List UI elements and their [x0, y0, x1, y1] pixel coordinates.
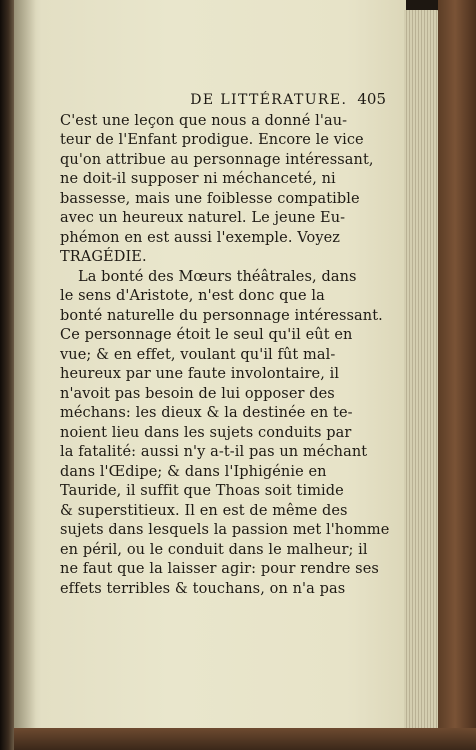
text-line: effets terribles & touchans, on n'a pas [60, 580, 346, 597]
page-number: 405 [357, 90, 386, 108]
running-header [60, 90, 390, 111]
text-line: La bonté des Mœurs théâtrales, dans [78, 268, 357, 285]
book-cover-bottom [14, 728, 476, 750]
text-line: le sens d'Aristote, n'est donc que la [60, 288, 325, 304]
text-line: Ce personnage étoit le seul qu'il eût en [60, 327, 353, 343]
text-line: méchans: les dieux & la destinée en te- [60, 405, 353, 421]
text-line: n'avoit pas besoin de lui opposer des [60, 385, 335, 402]
book-cover-right [438, 0, 476, 750]
book-spine-left [0, 0, 14, 750]
text-line: bassesse, mais une foiblesse compatible [60, 190, 360, 207]
text-line: heureux par une faute involontaire, il [60, 366, 340, 382]
header-title: DE LITTÉRATURE. [190, 92, 348, 108]
gutter-shadow [14, 0, 36, 750]
text-line: ne faut que la laisser agir: pour rendre ses [60, 561, 379, 577]
text-line: sujets dans lesquels la passion met l'homme [60, 522, 390, 538]
text-line: dans l'Œdipe; & dans l'Iphigénie en [60, 463, 327, 480]
page-edges [404, 10, 440, 732]
text-line: C'est une leçon que nous a donné l'au- [60, 112, 348, 129]
text-line: la fatalité: aussi n'y a-t-il pas un méchant [60, 444, 368, 460]
text-line: teur de l'Enfant prodigue. Encore le vice [60, 132, 364, 148]
text-line: ne doit-il supposer ni méchanceté, ni [60, 171, 336, 187]
text-line: bonté naturelle du personnage intéressant. [60, 307, 383, 324]
text-line: phémon en est aussi l'exemple. Voyez [60, 229, 341, 246]
text-line: avec un heureux naturel. Le jeune Eu- [60, 210, 346, 226]
text-line: TRAGÉDIE. [60, 249, 147, 265]
text-line: & superstitieux. Il en est de même des [60, 502, 348, 519]
page-text [60, 90, 390, 599]
text-line: vue; & en effet, voulant qu'il fût mal- [60, 346, 336, 363]
text-line: en péril, ou le conduit dans le malheur; il [60, 541, 368, 558]
text-line: Tauride, il suffit que Thoas soit timide [60, 483, 344, 499]
text-line: noient lieu dans les sujets conduits par [60, 424, 352, 441]
text-line: qu'on attribue au personnage intéressant, [60, 151, 374, 168]
